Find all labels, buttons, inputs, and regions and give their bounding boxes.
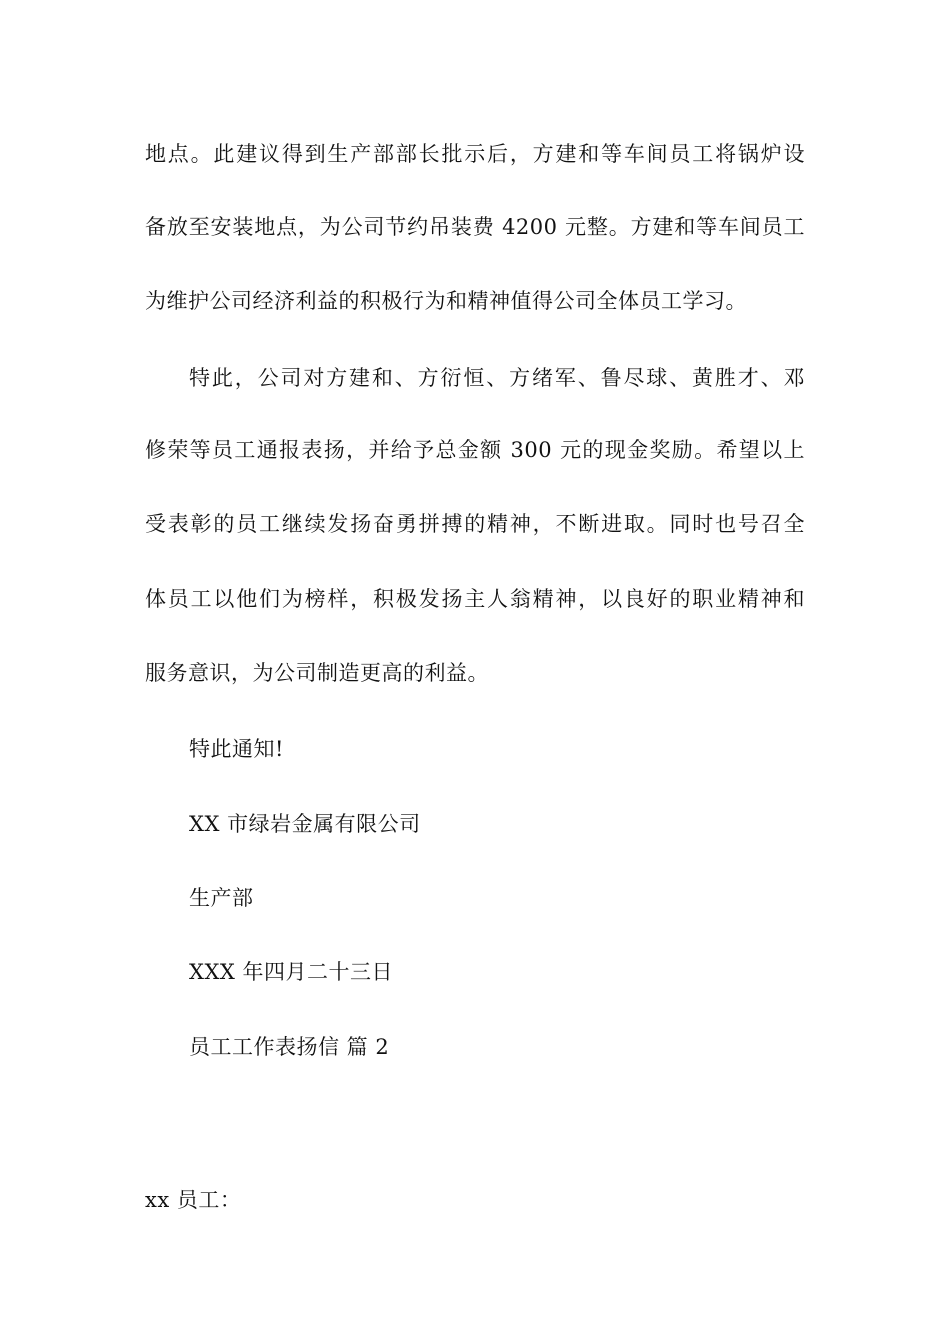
paragraph-2-line-4: 体员工以他们为榜样，积极发扬主人翁精神，以良好的职业精神和	[145, 587, 805, 611]
paragraph-1-line-2: 备放至安装地点，为公司节约吊装费 4200 元整。方建和等车间员工	[145, 215, 805, 239]
department-name: 生产部	[189, 886, 254, 910]
paragraph-1-line-1: 地点。此建议得到生产部部长批示后，方建和等车间员工将锅炉设	[145, 142, 805, 166]
section-title: 员工工作表扬信 篇 2	[189, 1035, 390, 1059]
paragraph-2-line-5: 服务意识，为公司制造更高的利益。	[145, 661, 489, 685]
paragraph-2-line-3: 受表彰的员工继续发扬奋勇拼搏的精神，不断进取。同时也号召全	[145, 512, 805, 536]
paragraph-1-line-3: 为维护公司经济利益的积极行为和精神值得公司全体员工学习。	[145, 289, 747, 313]
paragraph-2-line-2: 修荣等员工通报表扬，并给予总金额 300 元的现金奖励。希望以上	[145, 438, 805, 462]
paragraph-2-line-1: 特此，公司对方建和、方衍恒、方绪军、鲁尽球、黄胜才、邓	[189, 366, 805, 390]
closing-notice: 特此通知!	[189, 737, 284, 761]
salutation: xx 员工：	[145, 1188, 242, 1212]
letter-date: XXX 年四月二十三日	[189, 960, 394, 984]
company-name: XX 市绿岩金属有限公司	[189, 812, 421, 836]
